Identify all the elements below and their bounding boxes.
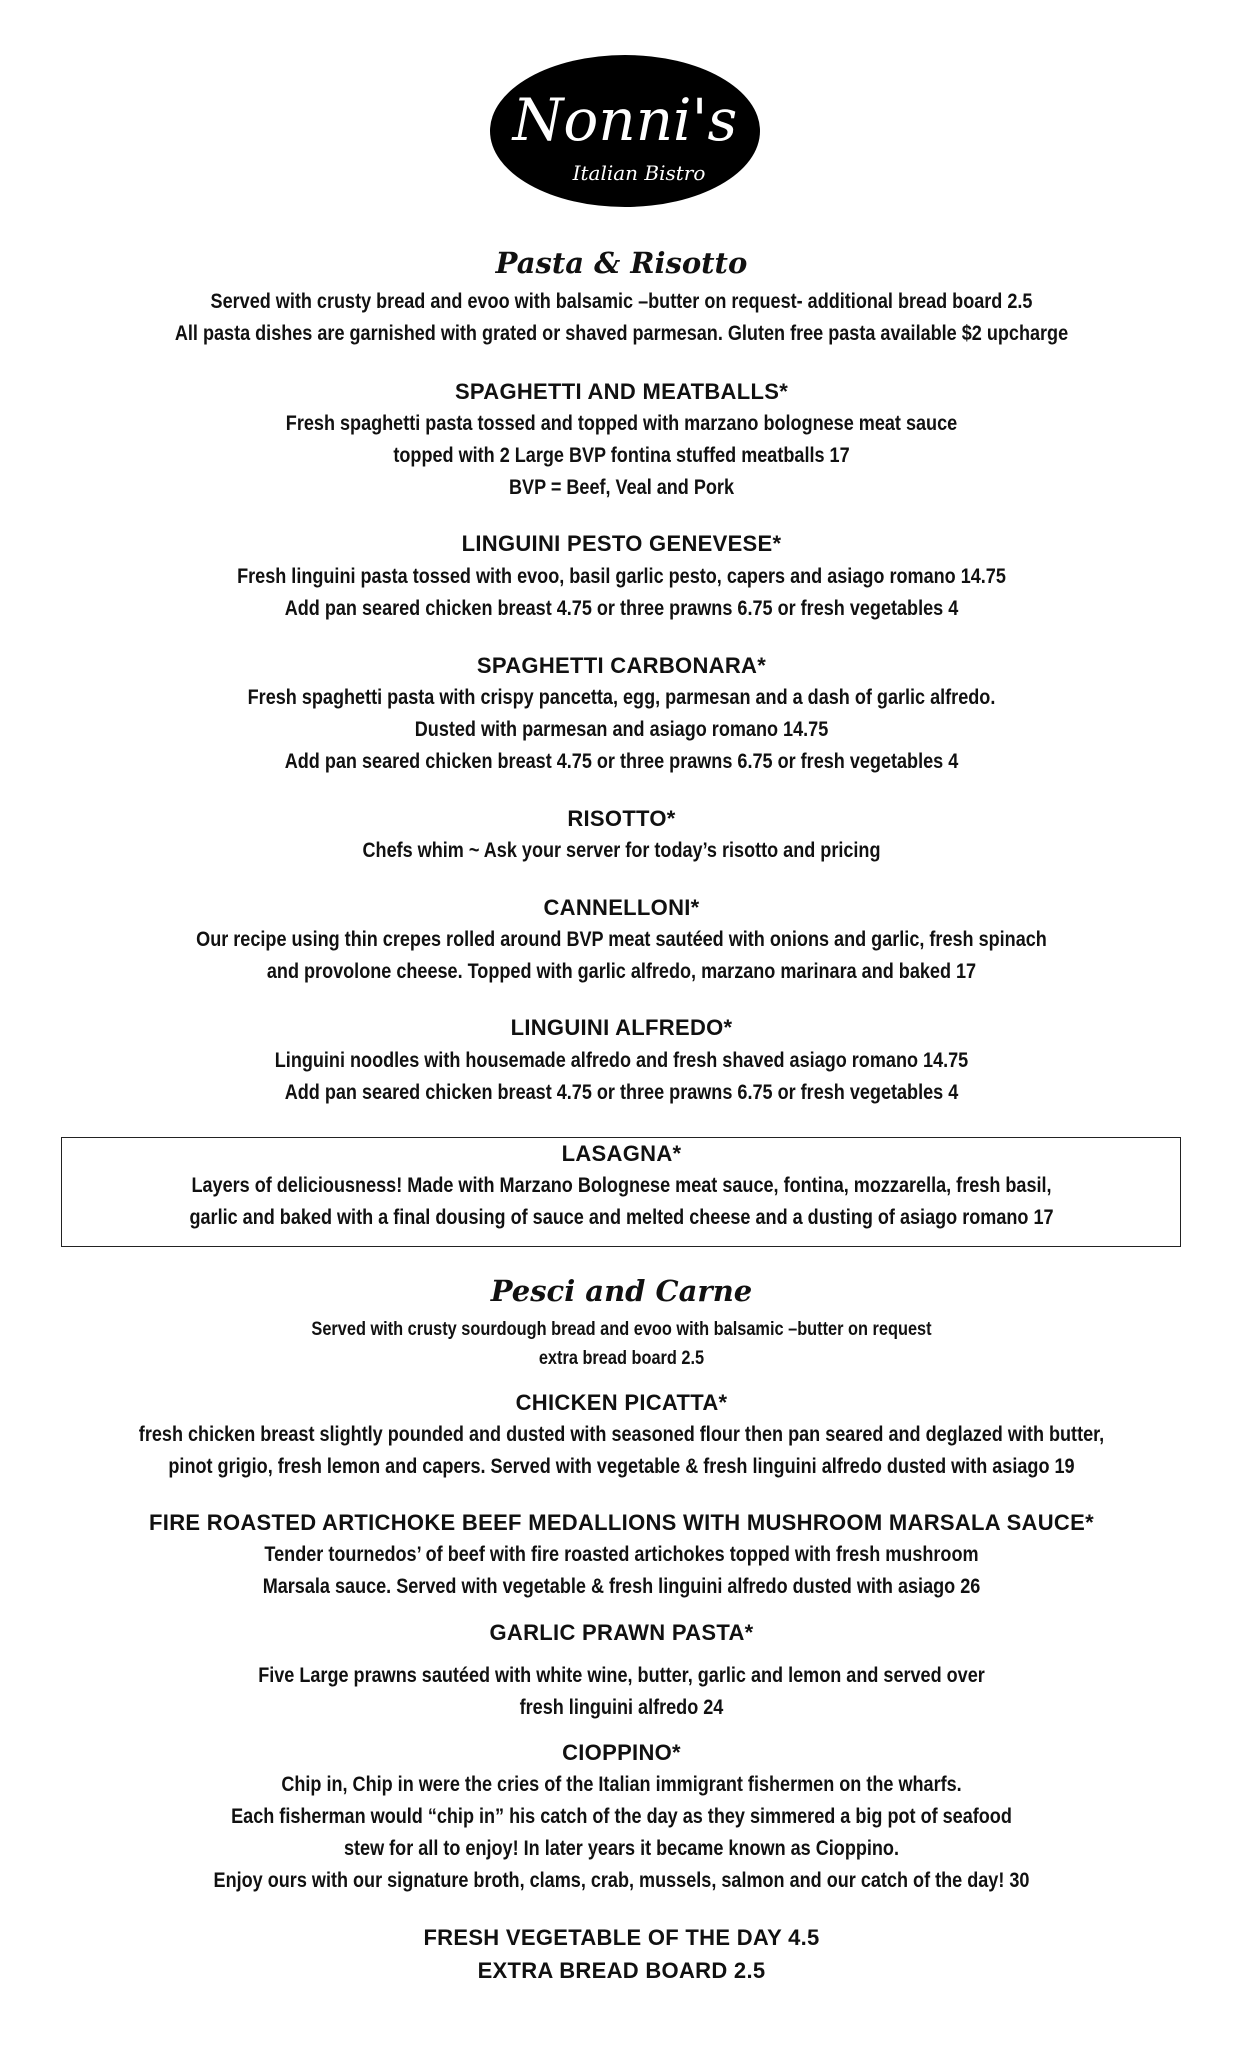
item-desc: fresh chicken breast slightly pounded and dusted with seasoned flour then pan seared and deglazed with butter, bbox=[138, 1423, 1105, 1446]
extra-vegetable: FRESH VEGETABLE OF THE DAY 4.5 bbox=[423, 1925, 820, 1950]
item-title: SPAGHETTI AND MEATBALLS* bbox=[454, 379, 789, 404]
item-desc: Chip in, Chip in were the cries of the Italian immigrant fishermen on the wharfs. bbox=[281, 1773, 962, 1796]
item-title: CANNELLONI* bbox=[543, 895, 700, 920]
item-desc: Each fisherman would “chip in” his catch of the day as they simmered a big pot of seafood bbox=[231, 1805, 1012, 1828]
carne-intro-1: Served with crusty sourdough bread and evoo with balsamic –butter on request bbox=[311, 1319, 932, 1340]
item-title: LINGUINI ALFREDO* bbox=[510, 1015, 733, 1040]
item-title: GARLIC PRAWN PASTA* bbox=[489, 1620, 754, 1645]
item-desc: Marsala sauce. Served with vegetable & fresh linguini alfredo dusted with asiago 26 bbox=[262, 1575, 981, 1598]
section-title-pasta: Pasta & Risotto bbox=[495, 246, 748, 280]
item-desc: fresh linguini alfredo 24 bbox=[519, 1696, 724, 1719]
item-desc: Enjoy ours with our signature broth, clams, crab, mussels, salmon and our catch of the day! 30 bbox=[213, 1869, 1030, 1892]
item-desc: Our recipe using thin crepes rolled around BVP meat sautéed with onions and garlic, fresh spinach bbox=[196, 928, 1047, 951]
item-desc: BVP = Beef, Veal and Pork bbox=[508, 476, 735, 499]
item-desc: Add pan seared chicken breast 4.75 or three prawns 6.75 or fresh vegetables 4 bbox=[284, 1081, 959, 1104]
logo-subtitle: Italian Bistro bbox=[572, 161, 706, 185]
item-title: LINGUINI PESTO GENEVESE* bbox=[461, 531, 782, 556]
item-title: LASAGNA* bbox=[561, 1141, 682, 1166]
item-desc: Linguini noodles with housemade alfredo and fresh shaved asiago romano 14.75 bbox=[274, 1049, 969, 1072]
item-desc: stew for all to enjoy! In later years it became known as Cioppino. bbox=[344, 1837, 899, 1860]
item-title: FIRE ROASTED ARTICHOKE BEEF MEDALLIONS WITH MUSHROOM MARSALA SAUCE* bbox=[149, 1510, 1094, 1535]
item-title: CHICKEN PICATTA* bbox=[515, 1390, 728, 1415]
item-desc: Fresh linguini pasta tossed with evoo, basil garlic pesto, capers and asiago romano 14.75 bbox=[237, 565, 1006, 588]
section-title-carne: Pesci and Carne bbox=[490, 1274, 753, 1308]
item-desc: Tender tournedos’ of beef with fire roasted artichokes topped with fresh mushroom bbox=[264, 1543, 979, 1566]
item-desc: and provolone cheese. Topped with garlic alfredo, marzano marinara and baked 17 bbox=[266, 960, 977, 983]
item-desc: garlic and baked with a final dousing of sauce and melted cheese and a dusting of asiago romano 17 bbox=[189, 1206, 1054, 1229]
item-title: RISOTTO* bbox=[567, 806, 676, 831]
extra-bread-board: EXTRA BREAD BOARD 2.5 bbox=[477, 1958, 766, 1983]
nonnis-logo bbox=[489, 54, 761, 208]
item-desc: Five Large prawns sautéed with white wine, butter, garlic and lemon and served over bbox=[258, 1664, 985, 1687]
item-desc: Fresh spaghetti pasta with crispy pancetta, egg, parmesan and a dash of garlic alfredo. bbox=[247, 686, 996, 709]
item-desc: topped with 2 Large BVP fontina stuffed meatballs 17 bbox=[393, 444, 850, 467]
logo-name: Nonni's bbox=[512, 86, 738, 154]
item-desc: Layers of deliciousness! Made with Marzano Bolognese meat sauce, fontina, mozzarella, fresh basil, bbox=[191, 1174, 1052, 1197]
item-title: CIOPPINO* bbox=[562, 1740, 681, 1765]
item-desc: pinot grigio, fresh lemon and capers. Served with vegetable & fresh linguini alfredo dusted with asiago 19 bbox=[168, 1455, 1075, 1478]
item-desc: Add pan seared chicken breast 4.75 or three prawns 6.75 or fresh vegetables 4 bbox=[284, 597, 959, 620]
pasta-intro-2: All pasta dishes are garnished with grated or shaved parmesan. Gluten free pasta available $2 upcharge bbox=[174, 322, 1069, 345]
item-desc: Add pan seared chicken breast 4.75 or three prawns 6.75 or fresh vegetables 4 bbox=[284, 750, 959, 773]
item-desc: Fresh spaghetti pasta tossed and topped with marzano bolognese meat sauce bbox=[285, 412, 958, 435]
item-desc: Chefs whim ~ Ask your server for today’s risotto and pricing bbox=[362, 839, 881, 862]
pasta-intro-1: Served with crusty bread and evoo with balsamic –butter on request- additional bread board 2.5 bbox=[210, 290, 1033, 313]
item-title: SPAGHETTI CARBONARA* bbox=[476, 653, 767, 678]
carne-intro-2: extra bread board 2.5 bbox=[538, 1348, 705, 1369]
item-desc: Dusted with parmesan and asiago romano 14.75 bbox=[414, 718, 829, 741]
